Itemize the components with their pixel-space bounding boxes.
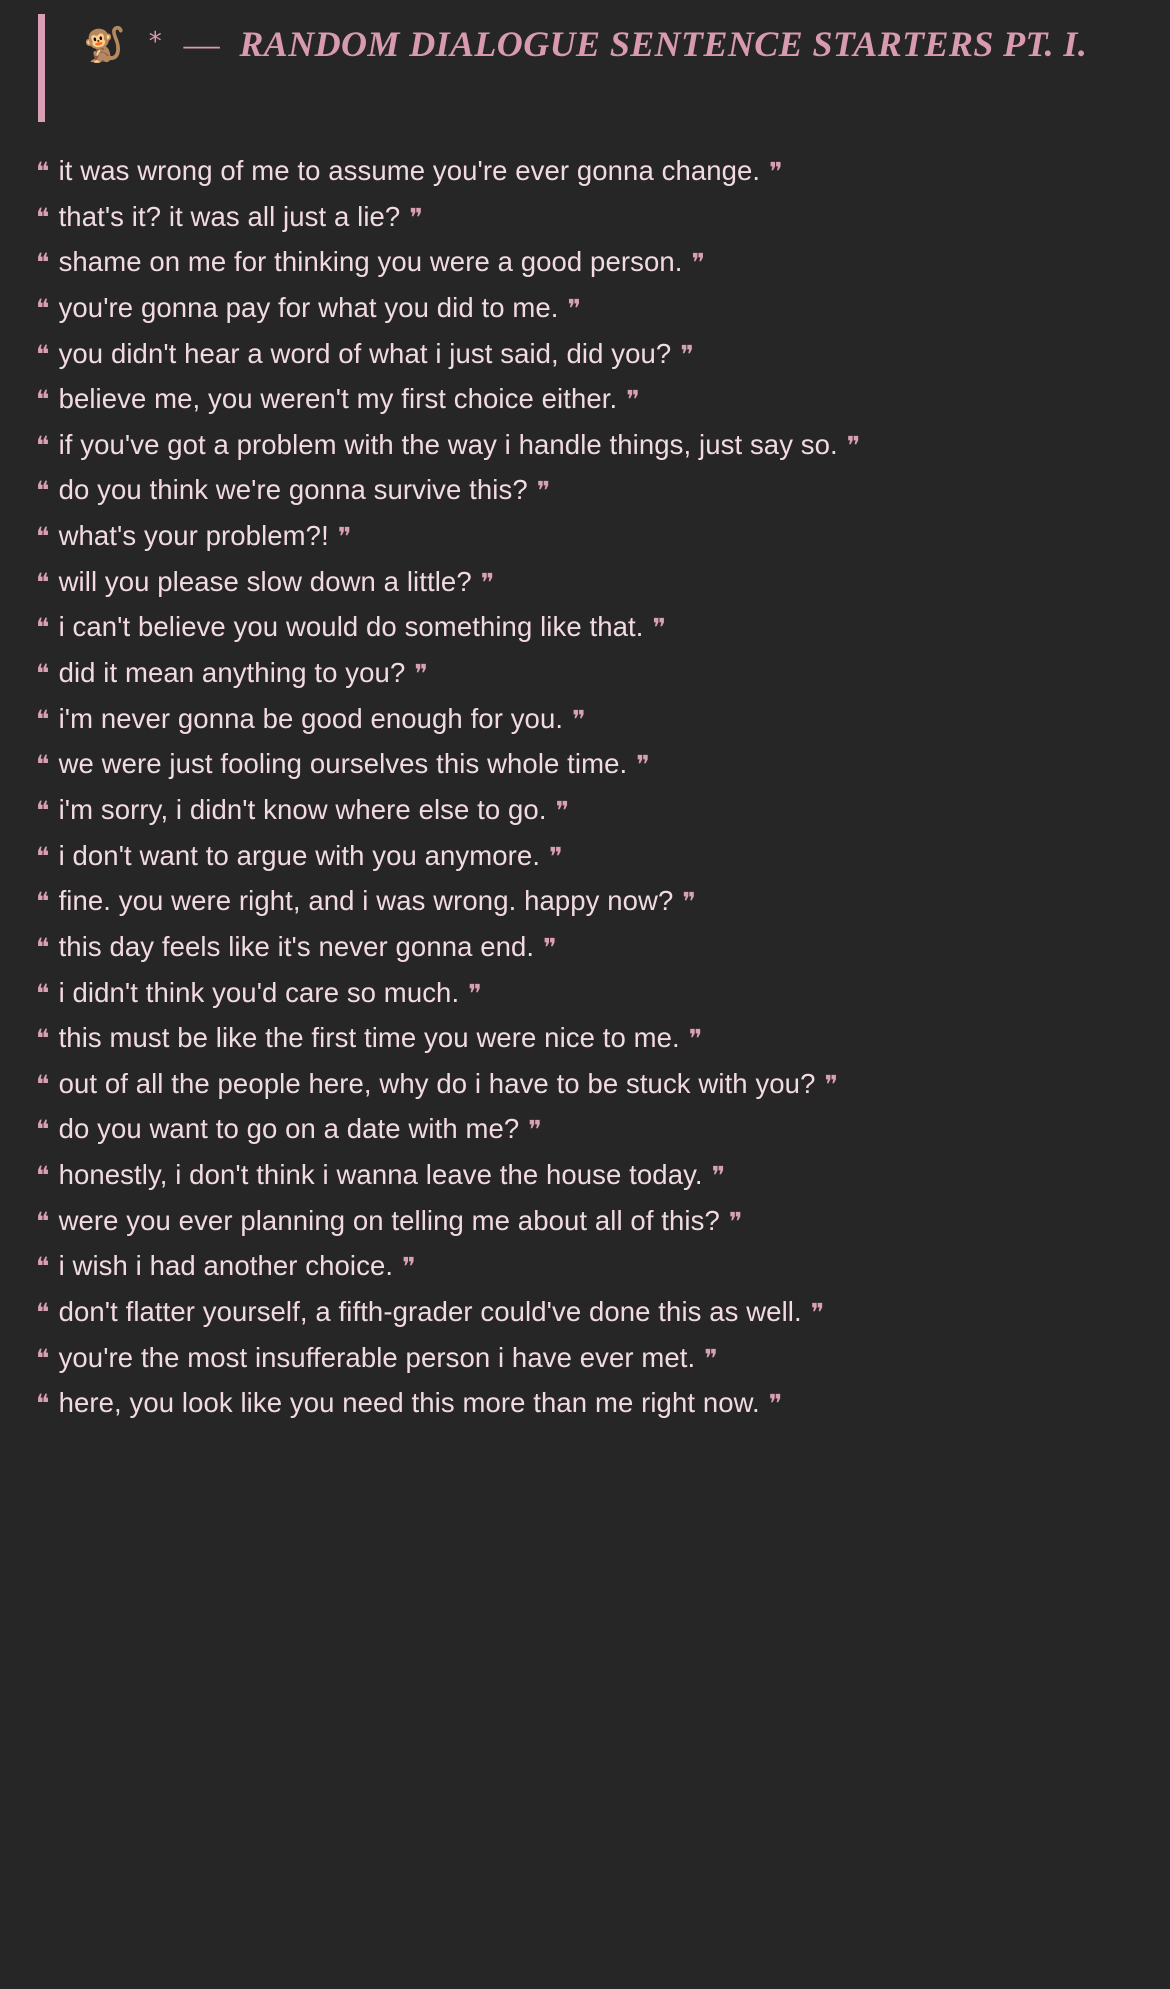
list-item-text: we were just fooling ourselves this whole time. [58,748,628,780]
list-item-text: it was wrong of me to assume you're ever gonna change. [58,155,761,186]
list-item-text: i wish i had another choice. [58,1250,394,1282]
list-item-text: if you've got a problem with the way i handle things, just say so. [58,428,838,460]
page-title-text: RANDOM DIALOGUE SENTENCE STARTERS PT. I. [239,24,1088,64]
list-item-text: i didn't think you'd care so much. [58,976,460,1008]
list-item [36,604,1134,650]
list-item [36,924,1134,970]
list-item-text: were you ever planning on telling me about all of this? [58,1204,720,1236]
quote-open-icon: ❝ [36,750,50,780]
quote-close-icon: ❞ [626,385,640,415]
quote-open-icon: ❝ [36,339,50,369]
quote-close-icon: ❞ [480,567,495,597]
list-item-text: i don't want to argue with you anymore. [58,839,541,871]
quote-close-icon: ❞ [528,1115,542,1145]
quote-close-icon: ❞ [555,795,570,825]
list-item-text: here, you look like you need this more than me right now. [58,1387,760,1419]
quote-open-icon: ❝ [36,1161,50,1191]
list-item-text: will you please slow down a little? [58,565,472,597]
quote-open-icon: ❝ [36,202,50,232]
list-item [36,787,1134,833]
page-title [83,14,1087,71]
list-item [36,1106,1134,1152]
list-item-text: i'm never gonna be good enough for you. [58,702,564,734]
list-item-text: fine. you were right, and i was wrong. happy now? [58,885,674,917]
monkey-icon: 🐒 [83,25,126,65]
quote-open-icon: ❝ [36,1024,50,1054]
list-item [36,1243,1134,1289]
quote-open-icon: ❝ [36,1069,50,1099]
list-item [36,741,1134,787]
list-item-text: believe me, you weren't my first choice either. [58,383,618,415]
quote-open-icon: ❝ [36,1252,50,1282]
quote-open-icon: ❝ [36,887,50,917]
quote-open-icon: ❝ [36,978,50,1008]
list-item [36,422,1134,468]
list-item [36,1061,1134,1107]
list-item [36,1289,1134,1335]
quote-open-icon: ❝ [36,157,50,186]
list-item [36,1380,1134,1426]
list-item [36,513,1134,559]
quote-close-icon: ❞ [409,202,423,232]
quote-close-icon: ❞ [414,659,428,689]
list-item-text: this day feels like it's never gonna end. [58,930,535,962]
list-item [36,1198,1134,1244]
quote-open-icon: ❝ [36,932,50,962]
list-item [36,1152,1134,1198]
quote-open-icon: ❝ [36,1298,50,1328]
quote-close-icon: ❞ [572,704,586,734]
list-item [36,878,1134,924]
quote-close-icon: ❞ [682,887,696,917]
quote-open-icon: ❝ [36,704,50,734]
list-item [36,376,1134,422]
quote-close-icon: ❞ [711,1161,726,1191]
quote-close-icon: ❞ [536,476,551,506]
quote-open-icon: ❝ [36,522,50,552]
quote-close-icon: ❞ [704,1343,718,1373]
quote-close-icon: ❞ [567,293,582,323]
list-item [36,970,1134,1016]
quote-close-icon: ❞ [402,1252,416,1282]
quote-close-icon: ❞ [810,1298,825,1328]
quote-open-icon: ❝ [36,1389,50,1419]
list-item [36,650,1134,696]
quote-open-icon: ❝ [36,385,50,415]
quote-close-icon: ❞ [468,978,482,1008]
list-item-text: this must be like the first time you were nice to me. [58,1022,680,1054]
list-item-text: what's your problem?! [58,520,329,552]
quote-close-icon: ❞ [824,1069,839,1099]
quote-open-icon: ❝ [36,613,50,643]
list-item-text: honestly, i don't think i wanna leave the house today. [58,1159,703,1191]
quote-close-icon: ❞ [769,157,783,186]
quote-open-icon: ❝ [36,476,50,506]
list-item [36,194,1134,240]
quote-open-icon: ❝ [36,841,50,871]
quote-open-icon: ❝ [36,567,50,597]
sentence-list [0,122,1170,1426]
list-item-text: shame on me for thinking you were a good person. [58,246,683,278]
list-item [36,148,1134,194]
quote-close-icon: ❞ [636,750,650,780]
list-item [36,239,1134,285]
list-item [36,696,1134,742]
list-item-text: don't flatter yourself, a fifth-grader could've done this as well. [58,1296,802,1328]
quote-close-icon: ❞ [691,248,706,278]
list-item-text: you're gonna pay for what you did to me. [58,291,559,323]
list-item [36,467,1134,513]
list-item [36,833,1134,879]
quote-open-icon: ❝ [36,1115,50,1145]
list-item-text: out of all the people here, why do i have to be stuck with you? [58,1067,816,1099]
quote-open-icon: ❝ [36,293,50,323]
quote-open-icon: ❝ [36,1343,50,1373]
quote-close-icon: ❞ [680,339,694,369]
quote-close-icon: ❞ [688,1024,703,1054]
accent-bar [38,14,45,122]
quote-close-icon: ❞ [728,1206,743,1236]
list-item-text: did it mean anything to you? [58,657,406,689]
list-item-text: you didn't hear a word of what i just said, did you? [58,337,672,369]
quote-close-icon: ❞ [543,932,557,962]
list-item [36,285,1134,331]
list-item [36,559,1134,605]
em-dash: — [183,24,220,64]
quote-open-icon: ❝ [36,248,50,278]
quote-open-icon: ❝ [36,795,50,825]
asterisk-icon: * [148,27,163,57]
post-header [0,0,1170,122]
quote-close-icon: ❞ [846,430,861,460]
quote-close-icon: ❞ [549,841,563,871]
quote-open-icon: ❝ [36,1206,50,1236]
quote-close-icon: ❞ [652,613,667,643]
quote-open-icon: ❝ [36,430,50,460]
list-item-text: you're the most insufferable person i have ever met. [58,1341,696,1373]
quote-close-icon: ❞ [768,1389,783,1419]
list-item-text: i'm sorry, i didn't know where else to go. [58,793,547,825]
list-item [36,331,1134,377]
list-item-text: that's it? it was all just a lie? [58,200,401,232]
quote-close-icon: ❞ [337,522,352,552]
list-item [36,1015,1134,1061]
list-item-text: i can't believe you would do something like that. [58,611,644,643]
list-item-text: do you think we're gonna survive this? [58,474,528,506]
list-item-text: do you want to go on a date with me? [58,1113,520,1145]
quote-open-icon: ❝ [36,659,50,689]
list-item [36,1335,1134,1381]
